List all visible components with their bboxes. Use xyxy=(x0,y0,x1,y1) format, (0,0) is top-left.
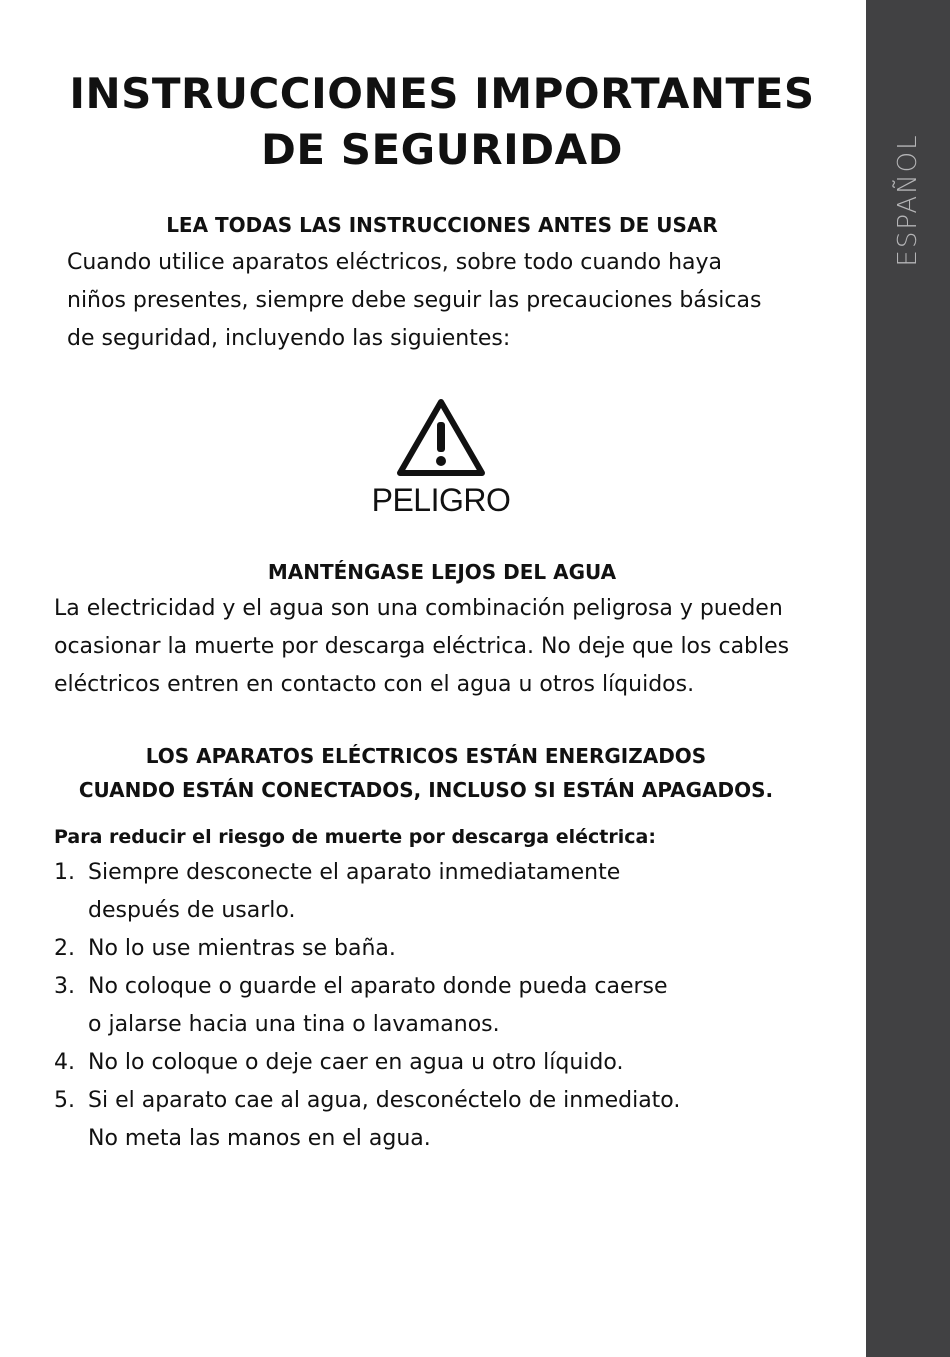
list-item-number: 3. xyxy=(54,974,75,999)
list-item xyxy=(54,854,680,930)
list-item-text xyxy=(88,1044,680,1082)
language-tab-label: ESPAÑOL xyxy=(893,133,923,267)
warning-triangle-icon xyxy=(395,396,487,478)
list-item-text xyxy=(88,854,680,930)
heading-line: LOS APARATOS ELÉCTRICOS ESTÁN ENERGIZADOS xyxy=(145,744,707,768)
list-item xyxy=(54,968,680,1044)
list-item xyxy=(54,1044,680,1082)
energized-appliances-heading xyxy=(0,739,852,807)
list-item-line: o jalarse hacia una tina o lavamanos. xyxy=(88,1012,500,1037)
list-item-line: No lo use mientras se baña. xyxy=(88,936,396,961)
list-item-number: 1. xyxy=(54,860,75,885)
list-item-text xyxy=(88,968,680,1044)
list-item xyxy=(54,1082,680,1158)
keep-away-from-water-heading: MANTÉNGASE LEJOS DEL AGUA xyxy=(267,560,617,584)
list-item xyxy=(54,930,680,968)
list-item-text xyxy=(88,930,680,968)
page-title-line-1: INSTRUCCIONES IMPORTANTES xyxy=(69,69,815,118)
list-item-line: Siempre desconecte el aparato inmediatamente xyxy=(88,860,621,885)
list-item-text xyxy=(88,1082,680,1158)
list-item-line: No meta las manos en el agua. xyxy=(88,1126,431,1151)
keep-away-from-water-paragraph xyxy=(54,590,789,704)
safety-steps-list xyxy=(54,854,680,1158)
list-item-line: después de usarlo. xyxy=(88,898,296,923)
list-item-line: No coloque o guarde el aparato donde pueda caerse xyxy=(88,974,668,999)
paragraph-line: eléctricos entren en contacto con el agua u otros líquidos. xyxy=(54,672,695,697)
list-item-number: 4. xyxy=(54,1050,75,1075)
danger-label: PELIGRO xyxy=(371,482,511,518)
list-item-line: No lo coloque o deje caer en agua u otro líquido. xyxy=(88,1050,624,1075)
list-item-number: 2. xyxy=(54,936,75,961)
list-item-line: Si el aparato cae al agua, desconéctelo de inmediato. xyxy=(88,1088,681,1113)
paragraph-line: La electricidad y el agua son una combinación peligrosa y pueden xyxy=(54,596,783,621)
list-item-number: 5. xyxy=(54,1088,75,1113)
page-title-line-2: DE SEGURIDAD xyxy=(261,125,623,174)
paragraph-line: niños presentes, siempre debe seguir las precauciones básicas xyxy=(67,288,762,313)
paragraph-line: de seguridad, incluyendo las siguientes: xyxy=(67,326,511,351)
risk-reduction-intro: Para reducir el riesgo de muerte por descarga eléctrica: xyxy=(54,826,656,848)
heading-line: CUANDO ESTÁN CONECTADOS, INCLUSO SI ESTÁN APAGADOS. xyxy=(78,778,774,802)
read-instructions-paragraph xyxy=(67,244,761,358)
paragraph-line: Cuando utilice aparatos eléctricos, sobre todo cuando haya xyxy=(67,250,723,275)
paragraph-line: ocasionar la muerte por descarga eléctrica. No deje que los cables xyxy=(54,634,790,659)
danger-warning xyxy=(341,396,541,526)
page-title xyxy=(0,66,884,178)
language-side-tab xyxy=(866,0,950,1357)
read-instructions-heading: LEA TODAS LAS INSTRUCCIONES ANTES DE USAR xyxy=(166,213,718,237)
